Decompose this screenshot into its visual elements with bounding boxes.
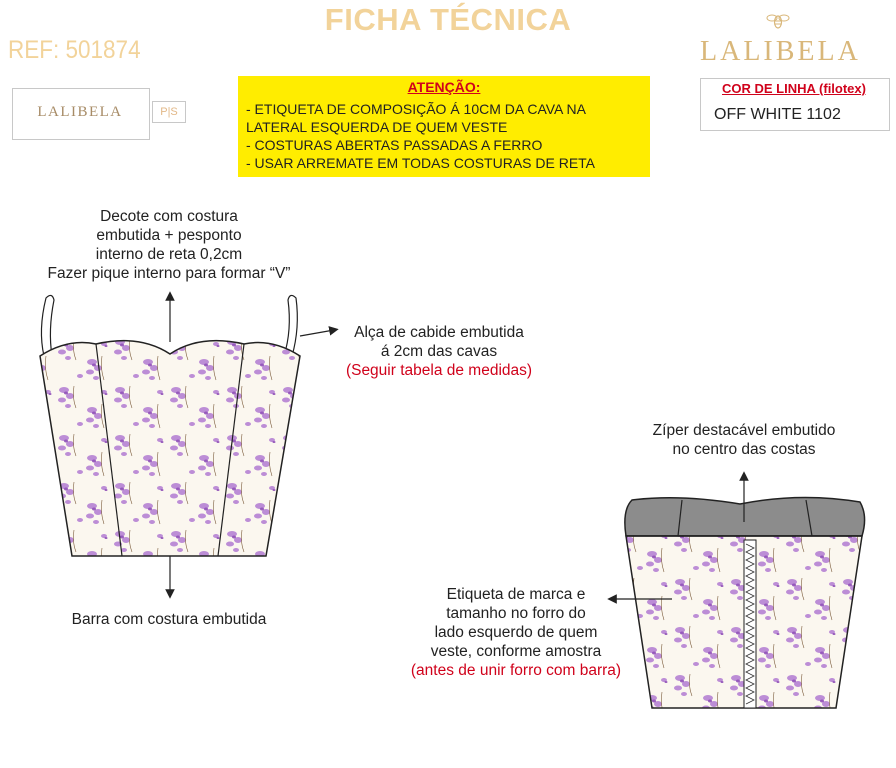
- brand-logo: LALIBELA: [700, 36, 861, 67]
- zipper-note: [626, 421, 862, 459]
- hem-note: Barra com costura embutida: [71, 611, 267, 628]
- thread-color-value: OFF WHITE 1102: [714, 106, 841, 123]
- attention-line: LATERAL ESQUERDA DE QUEM VESTE: [246, 119, 508, 135]
- neckline-note-line: Fazer pique interno para formar “V”: [47, 265, 291, 282]
- label-note-line: veste, conforme amostra: [430, 643, 602, 660]
- reference-number: REF: 501874: [8, 36, 141, 64]
- strap-note-line: Alça de cabide embutida: [354, 324, 524, 341]
- attention-line: - ETIQUETA DE COMPOSIÇÃO Á 10CM DA CAVA NA: [246, 101, 586, 117]
- size-tag: P|S: [152, 101, 186, 123]
- strap-note: [332, 323, 546, 380]
- label-tag-brand: LALIBELA: [37, 104, 123, 120]
- neckline-note-line: interno de reta 0,2cm: [95, 246, 243, 263]
- neckline-note-line: embutida + pesponto: [96, 227, 242, 244]
- thread-color-title: COR DE LINHA (filotex): [722, 81, 866, 96]
- neckline-note: [28, 207, 310, 283]
- strap-note-warning: (Seguir tabela de medidas): [345, 362, 533, 379]
- label-note-line: tamanho no forro do: [446, 605, 586, 622]
- attention-title: ATENÇÃO:: [407, 79, 481, 95]
- neckline-note-line: Decote com costura: [100, 208, 238, 225]
- attention-line: - COSTURAS ABERTAS PASSADAS A FERRO: [246, 137, 543, 153]
- front-bustier-drawing: [40, 295, 334, 594]
- zipper-note-line: no centro das costas: [672, 441, 816, 458]
- back-bustier-drawing: [612, 476, 865, 708]
- zipper-note-line: Zíper destacável embutido: [652, 422, 836, 439]
- label-note-line: Etiqueta de marca e: [446, 586, 586, 603]
- label-note-line: lado esquerdo de quem: [434, 624, 598, 641]
- attention-line: - USAR ARREMATE EM TODAS COSTURAS DE RETA: [246, 155, 596, 171]
- label-note-warning: (antes de unir forro com barra): [410, 662, 622, 679]
- strap-note-line: á 2cm das cavas: [380, 343, 498, 360]
- page-title: FICHA TÉCNICA: [324, 2, 572, 37]
- brand-label-note: [396, 585, 636, 680]
